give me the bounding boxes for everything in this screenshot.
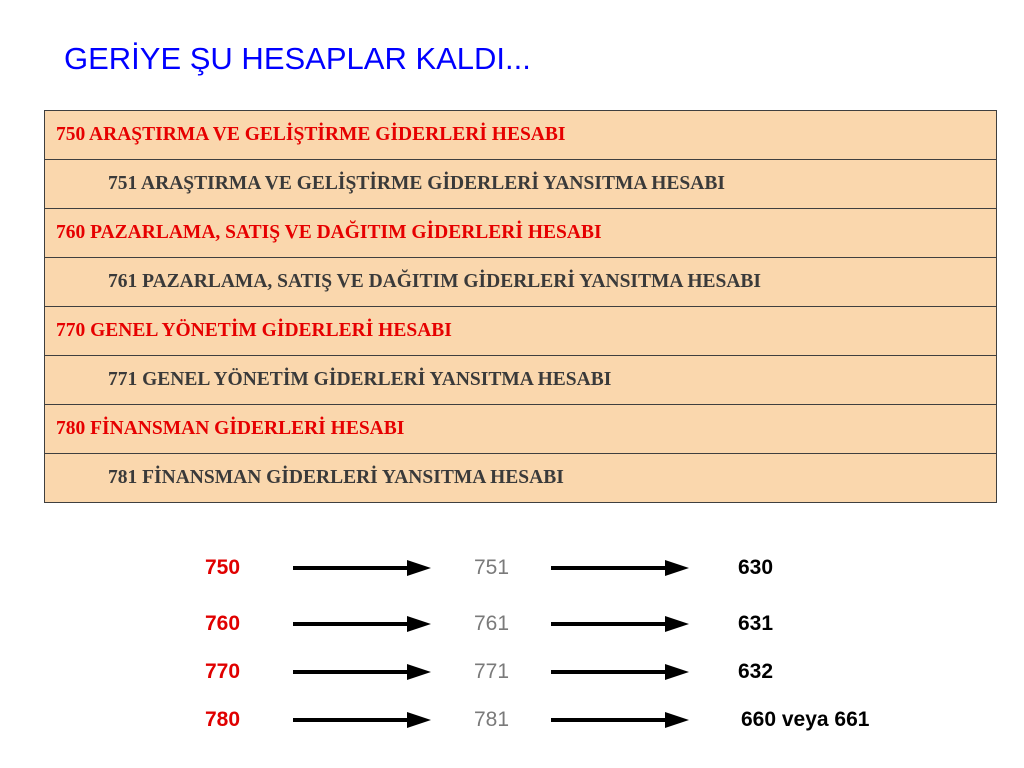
flow-target-account: 630: [738, 556, 774, 579]
slide-title: GERİYE ŞU HESAPLAR KALDI...: [64, 41, 531, 76]
right-arrow-icon: [551, 662, 691, 682]
table-row: [45, 258, 997, 307]
main-account-cell: 780 FİNANSMAN GİDERLERİ HESABI: [45, 405, 997, 454]
flow-row: [0, 655, 1024, 689]
right-arrow-icon: [293, 710, 433, 730]
table-row: [45, 111, 997, 160]
flow-offset-account: 771: [474, 660, 510, 683]
flow-offset-account: 761: [474, 612, 510, 635]
flow-target-account: 631: [738, 612, 774, 635]
main-account-cell: 760 PAZARLAMA, SATIŞ VE DAĞITIM GİDERLERİ HESABI: [45, 209, 997, 258]
right-arrow-icon: [551, 558, 691, 578]
table-row: [45, 405, 997, 454]
right-arrow-icon: [293, 614, 433, 634]
flow-source-account: 760: [205, 612, 241, 635]
flow-row: [0, 607, 1024, 641]
table-row: [45, 356, 997, 405]
right-arrow-icon: [293, 662, 433, 682]
main-account-cell: 750 ARAŞTIRMA VE GELİŞTİRME GİDERLERİ HESABI: [45, 111, 997, 160]
flow-source-account: 750: [205, 556, 241, 579]
sub-account-cell: 761 PAZARLAMA, SATIŞ VE DAĞITIM GİDERLERİ YANSITMA HESABI: [45, 258, 997, 307]
flow-row: [0, 551, 1024, 585]
table-row: [45, 307, 997, 356]
sub-account-cell: 781 FİNANSMAN GİDERLERİ YANSITMA HESABI: [45, 454, 997, 503]
right-arrow-icon: [551, 710, 691, 730]
accounts-table: [44, 110, 997, 503]
flow-source-account: 770: [205, 660, 241, 683]
flow-row: [0, 703, 1024, 737]
sub-account-cell: 771 GENEL YÖNETİM GİDERLERİ YANSITMA HESABI: [45, 356, 997, 405]
table-row: [45, 454, 997, 503]
flow-target-account: 632: [738, 660, 774, 683]
flow-source-account: 780: [205, 708, 241, 731]
table-row: [45, 209, 997, 258]
flow-offset-account: 751: [474, 556, 510, 579]
table-row: [45, 160, 997, 209]
main-account-cell: 770 GENEL YÖNETİM GİDERLERİ HESABI: [45, 307, 997, 356]
right-arrow-icon: [293, 558, 433, 578]
flow-target-account: 660 veya 661: [741, 708, 870, 731]
sub-account-cell: 751 ARAŞTIRMA VE GELİŞTİRME GİDERLERİ YANSITMA HESABI: [45, 160, 997, 209]
flow-offset-account: 781: [474, 708, 510, 731]
right-arrow-icon: [551, 614, 691, 634]
